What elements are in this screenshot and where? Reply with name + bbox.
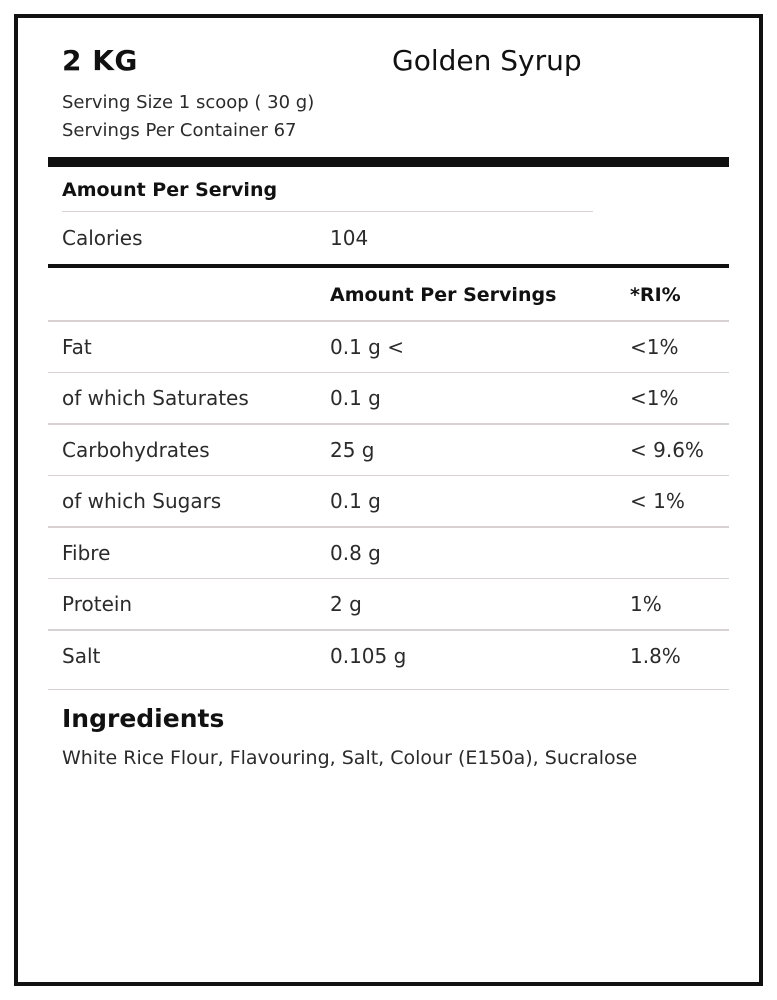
nutrient-name: Fat — [62, 334, 92, 359]
nutrient-ri: <1% — [630, 386, 679, 411]
servings-per-container: Servings Per Container 67 — [62, 119, 297, 141]
package-weight: 2 KG — [62, 44, 138, 77]
nutrient-table-header — [48, 268, 729, 320]
nutrient-amount: 0.8 g — [330, 540, 381, 565]
nutrient-amount: 0.1 g — [330, 386, 381, 411]
nutrient-name: of which Sugars — [62, 489, 222, 514]
ingredients-text: White Rice Flour, Flavouring, Salt, Colour (E150a), Sucralose — [62, 747, 638, 770]
nutrient-amount: 0.105 g — [330, 643, 407, 668]
spacer — [48, 681, 729, 689]
nutrient-name: Carbohydrates — [62, 437, 210, 462]
nutrition-facts-panel — [14, 14, 763, 986]
table-row — [48, 476, 729, 526]
label-header — [48, 44, 729, 77]
product-name: Golden Syrup — [392, 44, 582, 77]
nutrient-amount: 25 g — [330, 437, 375, 462]
table-row — [48, 322, 729, 372]
nutrient-ri: < 1% — [630, 489, 685, 514]
serving-info — [48, 77, 729, 145]
header-amount-per-servings: Amount Per Servings — [330, 284, 557, 307]
nutrient-amount: 2 g — [330, 592, 362, 617]
nutrient-ri: 1.8% — [630, 643, 681, 668]
nutrient-name: Salt — [62, 643, 101, 668]
nutrient-ri: <1% — [630, 334, 679, 359]
amount-per-serving-heading: Amount Per Serving — [62, 178, 278, 201]
serving-size: Serving Size 1 scoop ( 30 g) — [62, 92, 315, 113]
nutrient-name: Fibre — [62, 540, 111, 565]
header-nutrient — [62, 284, 330, 306]
nutrient-ri: 1% — [630, 592, 662, 617]
ingredients-title: Ingredients — [62, 704, 225, 734]
nutrient-name: of which Saturates — [62, 386, 249, 411]
divider-thick-top — [48, 157, 729, 167]
nutrient-amount: 0.1 g — [330, 489, 381, 514]
table-row — [48, 528, 729, 578]
calories-value: 104 — [330, 226, 369, 251]
header-ri-percent: *RI% — [630, 284, 681, 307]
nutrient-ri: < 9.6% — [630, 437, 704, 462]
calories-row — [48, 212, 729, 264]
nutrient-amount: 0.1 g < — [330, 334, 404, 359]
table-row — [48, 631, 729, 681]
calories-label: Calories — [62, 226, 143, 251]
table-row — [48, 579, 729, 629]
nutrient-name: Protein — [62, 592, 133, 617]
table-row — [48, 425, 729, 475]
table-row — [48, 373, 729, 423]
